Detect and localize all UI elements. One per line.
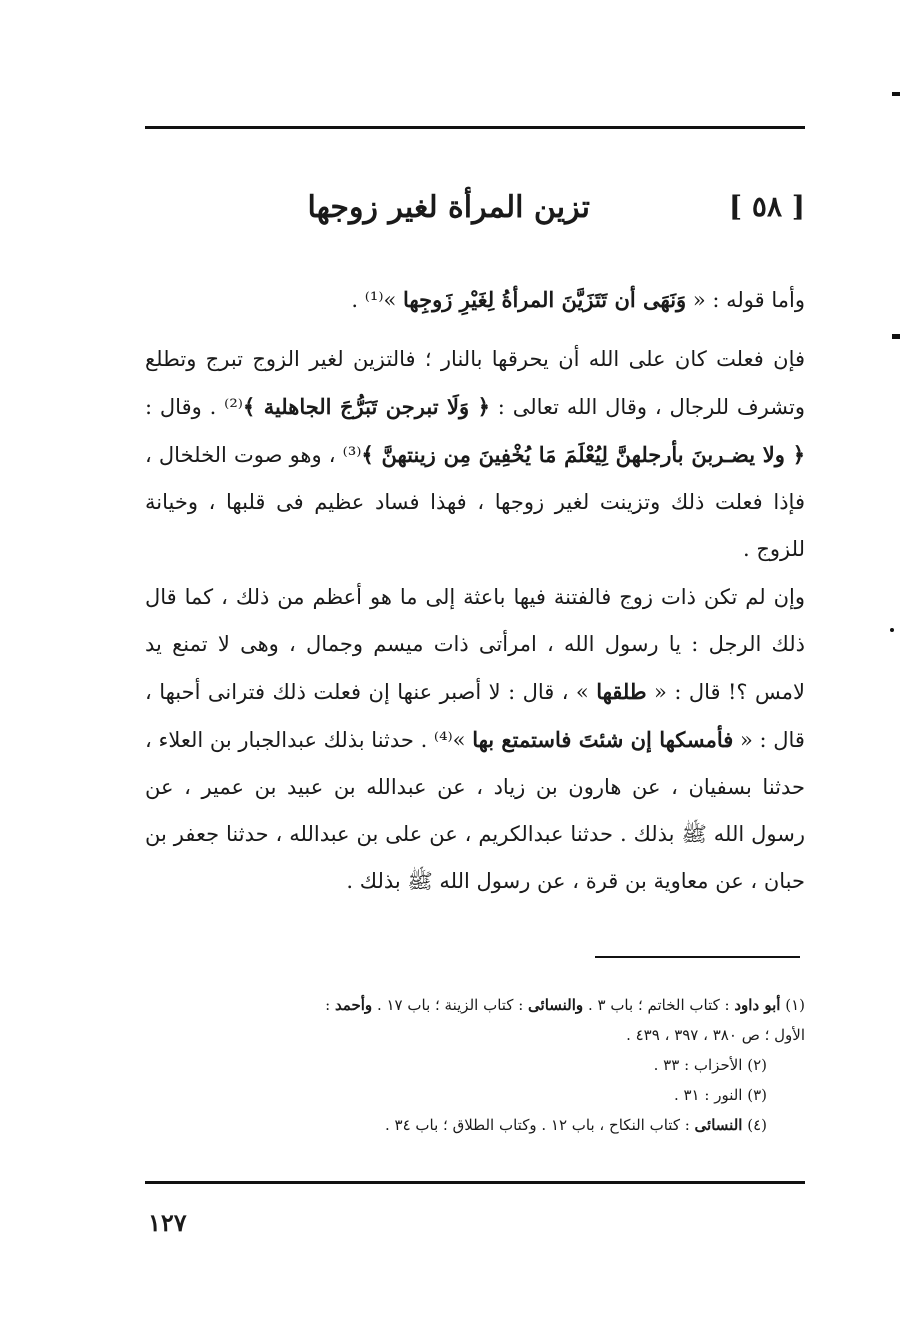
paragraph-text: ⁽²⁾ . وقال : bbox=[145, 395, 243, 419]
footnote-3: (٣) النور : ٣١ . bbox=[673, 1086, 767, 1104]
paragraph-text: » ، قال : لا أصبر عنها إن فعلت ذلك فترانى أحبها ، قال : « bbox=[145, 680, 805, 752]
footnote-marker: (٤) bbox=[742, 1116, 767, 1134]
footnote-1 bbox=[145, 990, 805, 1020]
paragraph-narration bbox=[145, 574, 805, 905]
footnote-4 bbox=[145, 1110, 805, 1140]
footnote-marker: (١) bbox=[780, 996, 805, 1014]
chapter-number: [ ٥٨ ] bbox=[728, 190, 805, 223]
paragraph-text: »⁽⁴⁾ . حدثنا بذلك عبدالجبار بن العلاء ، حدثنا بسفيان ، عن هارون بن زياد ، عن عبدالله بن عبيد بن عمير ، عن رسول الله ﷺ بذلك . حدثنا عبدالكريم ، عن على بن عبدالله ، حدثنا جعفر بن حبان ، عن معاوية بن قرة ، عن رسول الله ﷺ بذلك . bbox=[145, 728, 805, 893]
hadith-quote: طلقها bbox=[596, 679, 647, 704]
quran-quote: ﴿ ولا يضـربنَ بأرجلهنَّ لِيُعْلَمَ مَا يُخْفِينَ مِن زينتهنَّ ﴾ bbox=[361, 442, 805, 467]
footnote-text: : bbox=[325, 996, 335, 1014]
chapter-title: تزين المرأة لغير زوجها bbox=[307, 190, 590, 225]
edge-mark-dot bbox=[890, 628, 894, 632]
source-name: أبو داود bbox=[734, 996, 781, 1014]
edge-mark-middle bbox=[892, 334, 900, 339]
paragraph-intro bbox=[145, 276, 805, 324]
footnote-text: : كتاب الزينة ؛ باب ١٧ . bbox=[372, 996, 529, 1014]
source-name: والنسائى bbox=[528, 996, 584, 1014]
hadith-quote: فأمسكها إن شئتَ فاستمتع بها bbox=[472, 727, 734, 752]
paragraph-text: وإن لم تكن ذات زوج فالفتنة فيها باعثة إلى ما هو أعظم من ذلك ، كما قال ذلك الرجل : يا رسول الله ، امرأتى ذات ميسم وجمال ، وهى لا تمنع يد لامس ؟! قال : « bbox=[145, 585, 805, 704]
bottom-rule bbox=[145, 1181, 805, 1184]
footnote-text: : كتاب الخاتم ؛ باب ٣ . bbox=[583, 996, 735, 1014]
chapter-header bbox=[145, 190, 805, 250]
source-name: وأحمد bbox=[334, 996, 373, 1014]
quran-quote: ﴿ وَلَا تبرجن تَبَرُّجَ الجاهلية ﴾ bbox=[242, 394, 490, 419]
edge-mark-top bbox=[892, 92, 900, 96]
source-name: النسائى bbox=[694, 1116, 743, 1134]
footnote-text: : كتاب النكاح ، باب ١٢ . وكتاب الطلاق ؛ باب ٣٤ . bbox=[384, 1116, 695, 1134]
paragraph-text: ⁽³⁾ ، وهو صوت الخلخال ، فإذا فعلت ذلك وتزينت لغير زوجها ، فهذا فساد عظيم فى قلبها ، وخيانة للزوج . bbox=[145, 443, 805, 561]
paragraph-text: فإن فعلت كان على الله أن يحرقها بالنار ؛ فالتزين لغير الزوج تبرج وتطلع وتشرف للرجال ، وقال الله تعالى : bbox=[145, 347, 806, 419]
hadith-quote: وَنَهَى أن تَتَزَيَّنَ المرأةُ لِغَيْرِ زَوجِها bbox=[403, 287, 687, 312]
page-number: ١٢٧ bbox=[148, 1208, 187, 1237]
paragraph-text: وأما قوله : « bbox=[686, 288, 805, 312]
paragraph-text: »⁽¹⁾ . bbox=[351, 288, 404, 312]
footnotes bbox=[145, 990, 805, 1140]
footnote-1-continued: الأول ؛ ص ٣٨٠ ، ٣٩٧ ، ٤٣٩ . bbox=[626, 1026, 805, 1044]
footnote-separator bbox=[595, 956, 800, 958]
paragraph-explanation bbox=[145, 336, 805, 573]
footnote-2: (٢) الأحزاب : ٣٣ . bbox=[653, 1056, 767, 1074]
top-rule bbox=[145, 126, 805, 129]
